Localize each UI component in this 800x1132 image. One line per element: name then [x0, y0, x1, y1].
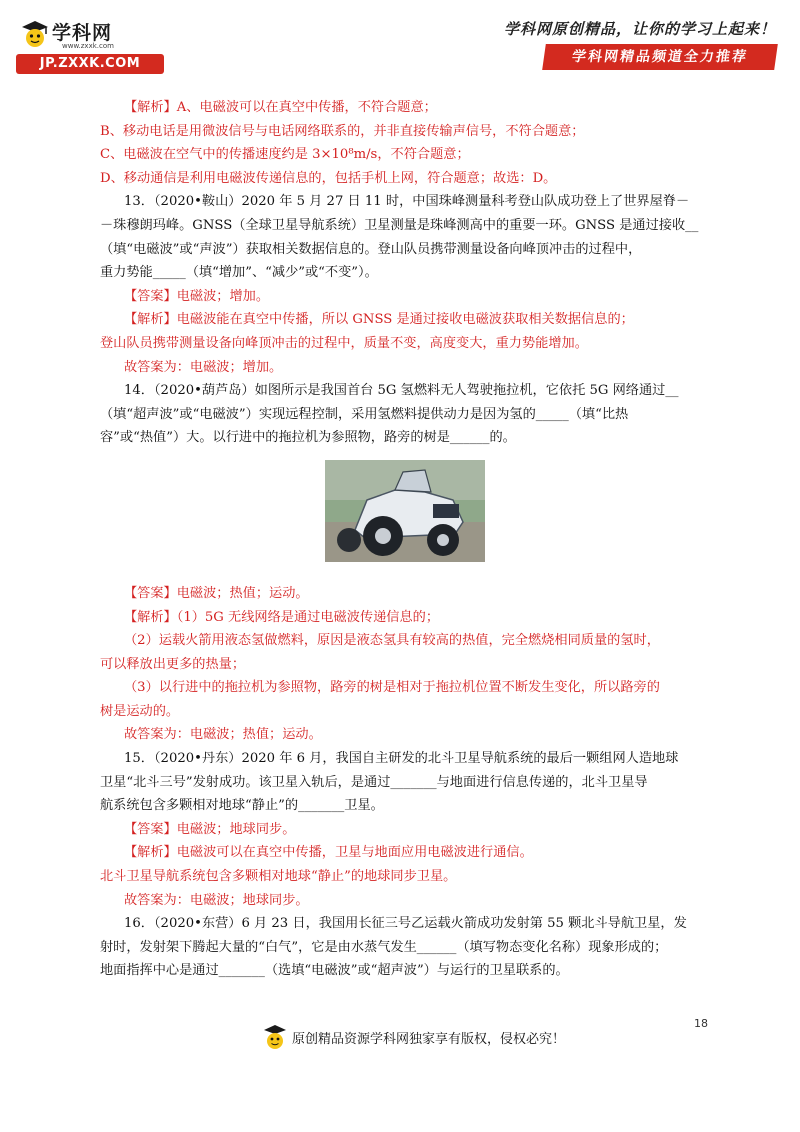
- text-line: 地面指挥中心是通过_______（选填“电磁波”或“超声波”）与运行的卫星联系的。: [100, 963, 569, 979]
- text-line: 【解析】A、电磁波可以在真空中传播，不符合题意；: [124, 100, 437, 115]
- text-block-top: [100, 96, 710, 450]
- text-line: 航系统包含多颗相对地球“静止”的_______卫星。: [100, 798, 384, 814]
- document-body: [100, 96, 710, 983]
- text-line: C、电磁波在空气中的传播速度约是 3×10⁸m/s，不符合题意；: [100, 147, 470, 163]
- text-line: D、移动通信是利用电磁波传递信息的，包括手机上网，符合题意；故选：D。: [100, 170, 557, 186]
- text-line: 故答案为：电磁波；地球同步。: [124, 892, 309, 908]
- text-line: 故答案为：电磁波；增加。: [124, 359, 283, 375]
- text-line: 重力势能_____（填“增加”、“减少”或“不变”）。: [100, 265, 378, 281]
- tractor-photo: [325, 460, 485, 562]
- text-line: 14．（2020•葫芦岛）如图所示是我国首台 5G 氢燃料无人驾驶拖拉机，它依托 5G 网络通过__: [124, 383, 679, 399]
- text-line: 16．（2020•东营）6 月 23 日，我国用长征三号乙运载火箭成功发射第 55 颗北斗导航卫星，发: [124, 916, 687, 932]
- text-line: 容”或“热值”）大。以行进中的拖拉机为参照物，路旁的树是______的。: [100, 430, 516, 446]
- text-line: －珠穆朗玛峰。GNSS（全球卫星导航系统）卫星测量是珠峰测高中的重要一环。GNSS 是通过接收__: [100, 217, 699, 233]
- text-line: 卫星“北斗三号”发射成功。该卫星入轨后，是通过_______与地面进行信息传递的，北斗卫星导: [100, 774, 648, 790]
- page-number: 18: [694, 1017, 708, 1030]
- text-line: （填“电磁波”或“声波”）获取相关数据信息的。登山队员携带测量设备向峰顶冲击的过程中，: [100, 241, 642, 257]
- text-line: 13．（2020•鞍山）2020 年 5 月 27 日 11 时，中国珠峰测量科考登山队成功登上了世界屋脊－: [124, 194, 690, 210]
- text-line: 【答案】电磁波；热值；运动。: [124, 585, 309, 601]
- mascot-icon: [262, 1022, 288, 1052]
- text-line: 北斗卫星导航系统包含多颗相对地球“静止”的地球同步卫星。: [100, 869, 457, 885]
- mascot-icon: [18, 18, 52, 52]
- header-slogan: 学科网原创精品，让你的学习上起来！: [503, 20, 776, 38]
- text-line: （3）以行进中的拖拉机为参照物，路旁的树是相对于拖拉机位置不断发生变化，所以路旁的: [124, 680, 660, 696]
- page-header: [0, 0, 800, 84]
- page-footer: [262, 1022, 592, 1052]
- text-line: 15．（2020•丹东）2020 年 6 月，我国自主研发的北斗卫星导航系统的最后一颗组网人造地球: [124, 751, 679, 767]
- text-line: 【答案】电磁波；增加。: [124, 288, 270, 304]
- logo-url: JP.ZXXK.COM: [16, 54, 164, 74]
- text-line: （2）运载火箭用液态氢做燃料，原因是液态氢具有较高的热值，完全燃烧相同质量的氢时，: [124, 633, 660, 649]
- zxxk-logo[interactable]: [14, 16, 164, 76]
- text-line: 射时，发射架下腾起大量的“白气”，它是由水蒸气发生______（填写物态变化名称）现象形成的；: [100, 939, 668, 955]
- text-line: B、移动电话是用微波信号与电话网络联系的，并非直接传输声信号，不符合题意；: [100, 123, 585, 139]
- text-line: （填“超声波”或“电磁波”）实现远程控制，采用氢燃料提供动力是因为氢的_____（填“比热: [100, 406, 629, 422]
- text-line: 可以释放出更多的热量；: [100, 656, 246, 672]
- footer-copyright: 原创精品资源学科网独家享有版权，侵权必究！: [292, 1031, 566, 1047]
- figure: [100, 460, 710, 568]
- text-line: 树是运动的。: [100, 703, 180, 719]
- logo-subtext: www.zxxk.com: [62, 42, 114, 50]
- header-badge: 学科网精品频道全力推荐: [542, 44, 778, 70]
- text-line: 【解析】电磁波能在真空中传播，所以 GNSS 是通过接收电磁波获取相关数据信息的；: [124, 312, 634, 328]
- text-line: 【解析】（1）5G 无线网络是通过电磁波传递信息的；: [124, 609, 440, 625]
- text-line: 【解析】电磁波可以在真空中传播，卫星与地面应用电磁波进行通信。: [124, 845, 533, 861]
- text-line: 登山队员携带测量设备向峰顶冲击的过程中，质量不变，高度变大，重力势能增加。: [100, 335, 588, 351]
- text-line: 故答案为：电磁波；热值；运动。: [124, 727, 322, 743]
- logo-text: 学科网: [52, 22, 113, 44]
- text-line: 【答案】电磁波；地球同步。: [124, 821, 296, 837]
- text-block-bottom: [100, 582, 710, 983]
